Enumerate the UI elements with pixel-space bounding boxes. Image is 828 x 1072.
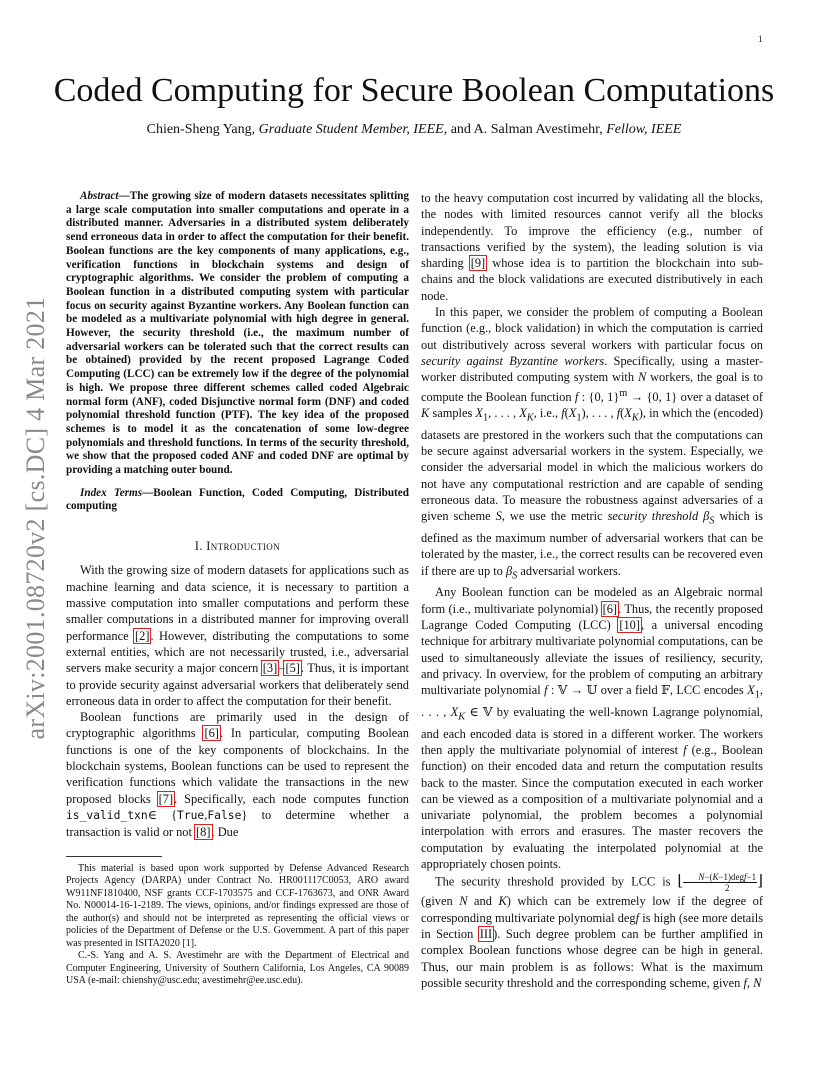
intro-paragraph-3: In this paper, we consider the problem of computing a Boolean function (e.g., block validation) in which the computation is carried out distributively across several workers with particular focus on security against Byzantine workers. Specifically, using a master-worker distributed computing system with N workers, the goal is to compute the Boolean function f : {0, 1}$^m$ → {0, 1} over a dataset of K samples $X_1$, . . . , $X_K$, i.e., $f(X_1)$, . . . , $f(X_K)$, in which the (encoded) datasets are prestored in the workers such that the computations can be secure against adversarial workers in the system. Especially, we consider the adversarial model in which the malicious workers do not have any computational restriction and are capable of sending erroneous data. To measure the robustness against adversaries of a given scheme S, we use the metric security threshold $\beta_S$ which is defined as the maximum number of adversarial workers that can be tolerated by the master, i.e., the correct results can be recovered even if there are up to $\beta_S$ adversarial workers. [421,305,764,582]
intro-paragraph-2: Boolean functions are primarily used in the design of cryptographic algorithms [6]. In particular, computing Boolean functions is one of the key components of blockchains. In the blockchain systems, Boolean functions can be used to represent the verification functions which validate the transactions in the new proposed blocks [7]. Specifically, each node computes function is_valid_txn∈ {True,False} to determine whether a transaction is valid or not [8]. Due [66,710,410,840]
intro-paragraph-4: Any Boolean function can be modeled as an Algebraic normal form (i.e., multivariate polynomial) [6]. Thus, the recently proposed Lagrange Coded Computing (LCC) [10], a universal encoding technique for arbitrary multivariate polynomial computations, can be used to simultaneously alleviate the issues of resiliency, security, and privacy. In overview, for the problem of computing an arbitrary multivariate polynomial f : 𝕍 → 𝕌 over a field 𝔽, LCC encodes $X_1$, . . . , $X_K$ ∈ 𝕍 by evaluating the well-known Lagrange polynomial, and each encoded data is stored in a different worker. The workers then apply the multivariate polynomial of interest f (e.g., Boolean function) on their encoded data and return the computation results back to the master. Since the computation executed in each worker can be viewed as a composition of a multivariate polynomial and a univariate polynomial, the problem becomes a polynomial interpolation with errors and erasures. The master recovers the computation by evaluating the interpolated polynomial at the appropriately chosen points. [421,585,764,872]
citation-link[interactable]: [6] [204,726,219,741]
abstract-lead: Abstract [80,190,119,202]
abstract-text: —The growing size of modern datasets necessitates splitting a large scale computation into smaller computations and operate in a distributed manner. Adversaries in a distributed system deliberately send erroneous data in order to affect the computation for their benefit. Boolean functions are the key components of many applications, e.g., verification functions in blockchain systems and design of cryptographic algorithms. We consider the problem of computing a Boolean function in a distributed computing system with particular focus on security against Byzantine workers. Any Boolean function can be modeled as a multivariate polynomial with high degree in general. However, the security threshold (i.e., the maximum number of adversarial workers can be tolerated such that the correct results can be obtained) provided by the recent proposed Lagrange Coded Computing (LCC) can be extremely low if the degree of the polynomial is high. We propose three different schemes called coded Algebraic normal form (ANF), coded Disjunctive normal form (DNF) and coded polynomial threshold function (PTF). The key idea of the proposed schemes is to model it as the concatenation of some low-degree polynomials and threshold functions. In terms of the security threshold, we show that the proposed coded ANF and coded DNF are optimal by providing a matching outer bound. [66,190,409,477]
page-number: 1 [758,34,763,44]
author-2-role: Fellow, IEEE [606,122,682,137]
left-column [66,190,409,988]
footnote-divider [66,856,162,857]
right-column [421,190,763,991]
footnote-funding-text: This material is based upon work supported by Defense Advanced Research Projects Agency (DARPA) under Contract No. HR001117C0053, ARO award W911NF1810400, NSF grants CCF-1703575 and CCF-1763673, and ONR Award No. N00014-16-1-2189. The views, opinions, and/or findings expressed are those of the author(s) and should not be interpreted as representing the official views or policies of the Department of Defense or the U.S. Government. A part of this paper was presented in ISITA2020 [1]. [66,862,409,949]
citation-link[interactable]: [5] [285,661,300,676]
citation-link[interactable]: [3] [262,661,278,676]
citation-link[interactable]: [8] [196,825,211,840]
citation-link[interactable]: [2] [135,628,150,643]
section-heading-introduction: I. Introduction [194,539,281,554]
intro-paragraph-2-continued: to the heavy computation cost incurred by validating all the blocks, the nodes with limited resources cannot verify all the blocks independently. To improve the efficiency (e.g., number of transactions verified by the system), the leading solution is via sharding [9] whose idea is to partition the blockchain into sub-chains and the block validations are executed distributively in each node. [421,191,763,303]
footnote-affiliation-text: C.-S. Yang and A. S. Avestimehr are with the Department of Electrical and Computer Engineering, University of Southern California, Los Angeles, CA 90089 USA (e-mail: chienshy@usc.edu; avestimehr@ee.usc.edu). [66,950,409,987]
index-terms-text: —Boolean Function, Coded Computing, Distributed computing [66,486,409,513]
citation-link[interactable]: [9] [470,256,486,271]
citation-link[interactable]: [10] [619,617,640,632]
paper-title: Coded Computing for Secure Boolean Computations [53,72,775,109]
intro-paragraph-5: The security threshold provided by LCC is ⌊ $\frac{\text{N−(K−1)degf−1}}{2}$ ⌋ (given N and K) which can be extremely low if the degree of corresponding multivariate polynomial degf is high (see more details in Section III). Such degree problem can be further amplified in complex Boolean functions whose degree can be high in general. Thus, our main problem is as follows: What is the maximum possible security threshold and the corresponding scheme, given f, N [421,872,764,990]
section-link[interactable]: III [479,926,493,941]
intro-paragraph-1: With the growing size of modern datasets for applications such as machine learning and data science, it is necessary to partition a massive computation into smaller computations and perform these smaller computations in a distributed manner for improving overall performance [2]. However, distributing the computations to some external entities, which are not necessarily trusted, i.e., adversarial servers make security a major concern [3]–[5]. Thus, it is important to provide security against adversarial workers that deliberately send erroneous data in order to affect the computation for their benefit. [66,563,409,708]
author-1-role: Graduate Student Member, IEEE, [258,122,448,137]
author-connector: and A. Salman Avestimehr, [450,122,603,137]
footnote-affiliation [66,950,409,988]
arxiv-side-stamp [10,290,62,745]
citation-link[interactable]: [6] [602,601,618,616]
author-line [0,122,828,138]
abstract [66,190,409,478]
author-1-name: Chien-Sheng Yang, [146,122,256,137]
footnote-funding [66,863,409,951]
arxiv-identifier: arXiv:2001.08720v2 [cs.DC] 4 Mar 2021 [21,296,50,739]
index-terms [66,487,409,514]
index-terms-lead: Index Terms [80,486,143,499]
citation-link[interactable]: [7] [158,791,174,806]
